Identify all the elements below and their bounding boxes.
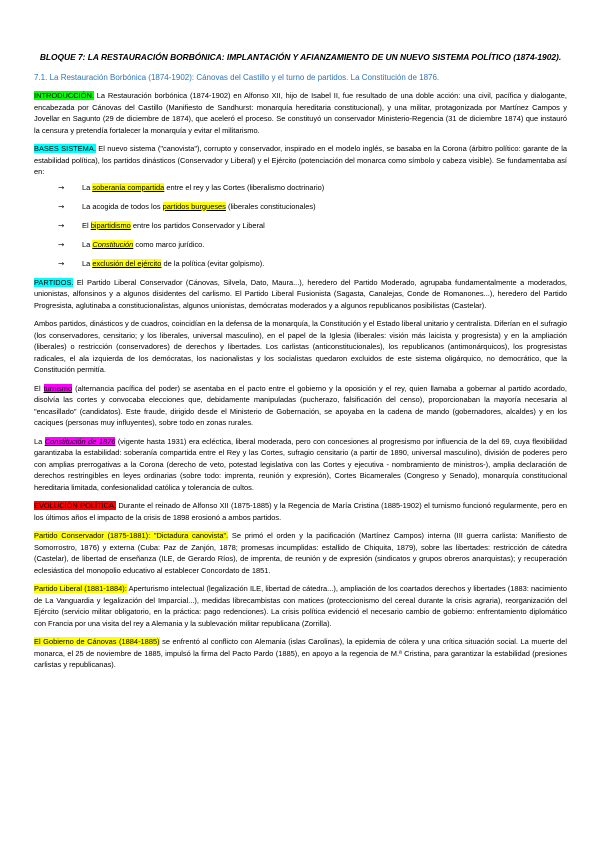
bases-text: El nuevo sistema ("canovista"), corrupto y conservador, inspirado en el modelo inglés, se basaba en la Corona (árbitro político: garante de la estabilidad política), los partidos dinásticos (Conservador y Liberal) y el Ejército (potenciación del monarca como símbolo y cabeza visible). Se fundamentaba así en: [34, 144, 567, 176]
evolucion-label: EVOLUCIÓN POLÍTICA. [34, 501, 117, 510]
arrow-icon: → [58, 182, 65, 192]
turnismo-paragraph: El turnismo (alternancia pacífica del poder) se asentaba en el pacto entre el gobierno y la oposición y el rey, quien llamaba a gobernar al partido acordado, disolvía las cortes y convocaba elecciones que, debidamente manipuladas (pucherazo, falsificación del censo), proporcionaban la mayoría necesaria al "encasillado" (candidatos). Este fraude, dirigido desde el Ministerio de Gobernación, se apoyaba en la cadena de mando (gobernadores, alcaldes) y en los caciques (personas muy influyentes), sobre todo en zonas rurales. [34, 383, 567, 427]
arrow-icon: → [58, 239, 65, 249]
constitucion-text: (vigente hasta 1931) era ecléctica, liberal moderada, pero con concesiones al progresismo por influencia de la del 69, cuya flexibilidad garantizaba la estabilidad: soberanía compartida entre el Rey y las Cortes, sufragio censitario (a partir de 1890, universal masculino), división de poderes pero con amplias prerrogativas a la Corona (derecho de veto, potestad legislativa con las Cortes y ejecutiva - nombramiento de ministros-), amplia declaración de derechos restringibles en leyes ordinarias (sobre todo: imprenta, reunión y expresión), Cortes Bicamerales (Congreso y Senado), monarquía constitucional hereditaria limitada, confesionalidad católica y tolerancia de cultos. [34, 436, 567, 492]
arrow-icon: → [58, 201, 65, 211]
list-item: → La soberanía compartida entre el rey y las Cortes (liberalismo doctrinario) [58, 182, 325, 192]
partidos-text: El Partido Liberal Conservador (Cánovas, Silvela, Dato, Maura...), heredero del Partido Moderado, agrupaba fundamentalmente a moderados, unionistas, alfonsinos y a algunos disidentes del carlismo. El Partido Liberal Fusionista (Sagasta, Canalejas, Conde de Romanones...), heredero del Partido Progresista, aglutinaba a constitucionalistas, algunos unionistas, demócratas moderados y a algunos republicanos posibilistas (Castelar). [34, 277, 567, 310]
arrow-icon: → [58, 258, 65, 268]
list-item: → La exclusión del ejército de la política (evitar golpismo). [58, 258, 265, 268]
conservador-label: Partido Conservador (1875-1881): "Dictadura canovista". [34, 531, 229, 540]
liberal-label: Partido Liberal (1881-1884): [34, 584, 127, 593]
evolucion-paragraph [34, 500, 567, 523]
liberal-text: Aperturismo intelectual (legalización ILE, libertad de cátedra...), ampliación de los coartados derechos y libertades (1883: nacimiento de La Vanguardia y legalización del Imparcial...), medidas librecambistas con matices (proteccionismo del cereal durante la crisis agraria), reorganización del Ejército (servicio militar obligatorio, en la práctica: pago redenciones). La crisis política evidenció el necesario cambio de gobierno: enfrentamiento diplomático con Francia por una visita del rey a Alemania y la sublevación militar republicana (Zorrilla). [34, 584, 567, 628]
partidos-label: PARTIDOS. [34, 277, 74, 287]
constitucion-label: Constitución de 1876 [44, 436, 116, 446]
list-item: → La Constitución como marco jurídico. [58, 239, 205, 249]
document-page [34, 52, 567, 671]
list-item: → El bipartidismo entre los partidos Conservador y Liberal [58, 220, 265, 230]
conservador-paragraph [34, 530, 567, 576]
bases-list [34, 182, 567, 270]
evolucion-text: Durante el reinado de Alfonso XII (1875-1885) y la Regencia de María Cristina (1885-1902) el turnismo funcionó regularmente, pero en los últimos años el impacto de la crisis de 1898 erosionó a ambos partidos. [34, 501, 567, 522]
ambos-paragraph: Ambos partidos, dinásticos y de cuadros, coincidían en la defensa de la monarquía, la Constitución y el Estado liberal unitario y centralista. Diferían en el sufragio (los conservadores, censitario; y los liberales, universal masculino), en el papel de la Iglesia (liberales: visión más laicista y progresista) y en la ampliación (liberales) o restricción (conservadores) de derechos y libertades. Los carlistas (anticonstitucionales), los republicanos (antimonárquicos), los progresistas radicales, el ala izquierda de los demócratas, los nacionalistas y los socialistas quedaron excluidos de este sistema oligárquico, no democrático, que la Constitución permitía. [34, 319, 567, 374]
turnismo-text: (alternancia pacífica del poder) se asentaba en el pacto entre el gobierno y la oposición y el rey, quien llamaba a gobernar al partido acordado, disolvía las cortes y convocaba elecciones que, debidamente manipuladas (pucherazo, falsificación del censo), proporcionaban la mayoría necesaria al "encasillado" (candidatos). Este fraude, dirigido desde el Ministerio de Gobernación, se apoyaba en la cadena de mando (gobernadores, alcaldes) y en los caciques (personas muy influyentes), sobre todo en zonas rurales. [34, 383, 567, 427]
section-heading: 7.1. La Restauración Borbónica (1874-1902): Cánovas del Castillo y el turno de partidos. La Constitución de 1876. [34, 73, 440, 82]
intro-paragraph [34, 90, 567, 136]
document-title: BLOQUE 7: LA RESTAURACIÓN BORBÓNICA: IMPLANTACIÓN Y AFIANZAMIENTO DE UN NUEVO SISTEMA POLÍTICO (1874-1902). [39, 52, 562, 62]
conservador-text: Se primó el orden y la pacificación (Martínez Campos) interna (III guerra carlista: Manifiesto de Somorrostro, 1876) y externa (Cuba: Paz de Zanjón, 1878; promesas incumplidas: estallido de Chiquita, 1879), sobre las libertades: restricción de cátedra (Castelar), de libertad de enseñanza (ILE, de Gerardo Ríos), de imprenta, de reunión y de expresión (sindicatos y grupos obreros anarquistas); y recuperación eclesiástica del monopolio educativo al establecer Concordato de 1851. [34, 531, 567, 575]
liberal-paragraph [34, 583, 567, 629]
arrow-icon: → [58, 220, 65, 230]
bases-paragraph [34, 143, 567, 178]
turnismo-label: turnismo [43, 383, 73, 393]
partidos-paragraph [34, 277, 567, 312]
intro-text: La Restauración borbónica (1874-1902) en Alfonso XII, hijo de Isabel II, fue resultado de una doble acción: una civil, pacífica y dialogante, encabezada por Cánovas del Castillo (Manifiesto de Sandhurst: monarquía hereditaria constitucional), y una militar, protagonizada por Martínez Campos y Jovellar en Sagunto (29 de diciembre de 1874), que aceleró el proceso. Se constituyó un conservador Ministerio-Regencia (31 de diciembre 1874) que instauró la censura y pretendía fortalecer la monarquía y evitar el militarismo. [34, 91, 567, 135]
gobierno-paragraph [34, 636, 567, 671]
gobierno-label: El Gobierno de Cánovas (1884-1885) [34, 637, 160, 646]
gobierno-text: se enfrentó al conflicto con Alemania (islas Carolinas), la epidemia de cólera y una crítica situación social. La muerte del monarca, el 25 de noviembre de 1885, impulsó la firma del Pacto Pardo (1885), en apoyo a la regencia de M.ª Cristina, para garantizar la estabilidad (presiones carlistas y republicanas). [34, 637, 567, 669]
constitucion-paragraph: La Constitución de 1876 (vigente hasta 1931) era ecléctica, liberal moderada, pero con concesiones al progresismo por influencia de la del 69, cuya flexibilidad garantizaba la estabilidad: soberanía compartida entre el Rey y las Cortes, sufragio censitario (a partir de 1890, universal masculino), división de poderes pero con amplias prerrogativas a la Corona (derecho de veto, potestad legislativa con las Cortes y ejecutiva - nombramiento de ministros-), amplia declaración de derechos restringibles en leyes ordinarias (sobre todo: imprenta, reunión y expresión), Cortes Bicamerales (Congreso y Senado), monarquía constitucional hereditaria limitada, confesionalidad católica y tolerancia de cultos. [34, 436, 567, 492]
intro-label: INTRODUCCIÓN. [34, 91, 94, 100]
list-item: → La acogida de todos los partidos burgueses (liberales constitucionales) [58, 201, 316, 211]
bases-label: BASES SISTEMA. [34, 144, 96, 153]
